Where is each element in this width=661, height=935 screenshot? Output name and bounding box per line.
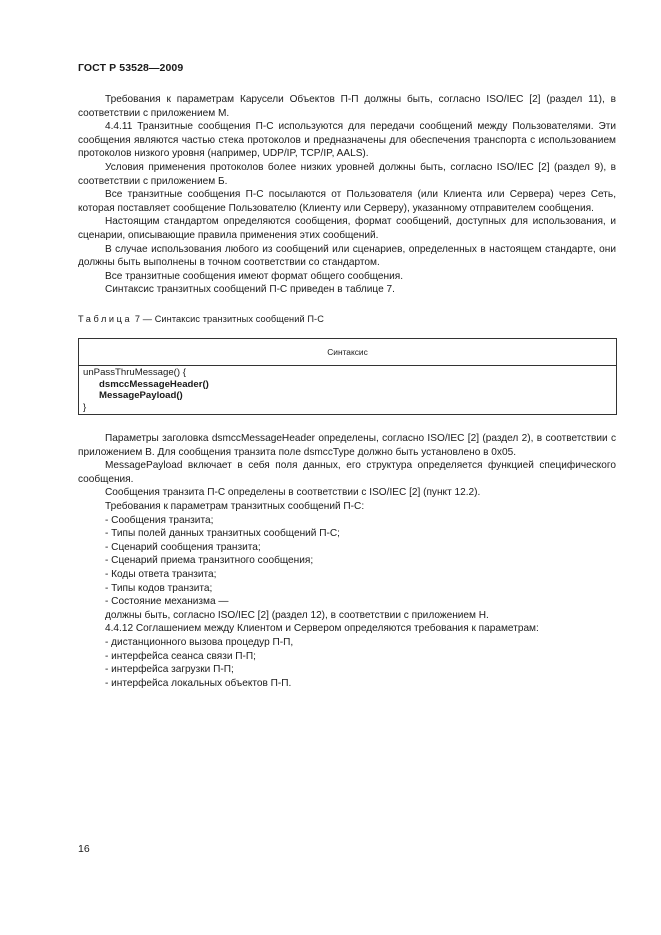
list-item: - Состояние механизма — bbox=[105, 596, 229, 608]
paragraph: В случае использования любого из сообщений или сценариев, определенных в настоящем стандарте, они должны быть выполнены в точном соответствии со стандартом. bbox=[78, 243, 616, 269]
table-caption-text: 7 — Синтаксис транзитных сообщений П-С bbox=[132, 314, 324, 324]
list-item: - Сценарий приема транзитного сообщения; bbox=[105, 555, 314, 567]
list-item: - Типы полей данных транзитных сообщений П-С; bbox=[105, 528, 340, 540]
document-header: ГОСТ Р 53528—2009 bbox=[78, 62, 184, 74]
paragraph: Требования к параметрам транзитных сообщений П-С: bbox=[105, 500, 365, 512]
table-caption-label: Таблица bbox=[78, 314, 133, 324]
paragraph: Настоящим стандартом определяются сообщения, формат сообщений, доступных для использования, и сценарии, описывающие правила применения этих сообщений. bbox=[78, 216, 616, 241]
paragraph: MessagePayload включает в себя поля данных, его структура определяется функцией специфического сообщения. bbox=[78, 460, 616, 485]
syntax-table bbox=[78, 338, 617, 415]
page-number: 16 bbox=[78, 843, 90, 855]
list-item: - Типы кодов транзита; bbox=[105, 582, 213, 594]
code-line: dsmccMessageHeader() bbox=[99, 378, 209, 390]
list-item: - интерфейса сеанса связи П-П; bbox=[105, 650, 256, 662]
paragraph: 4.4.11 Транзитные сообщения П-С используются для передачи сообщений между Пользователями. Эти сообщения являются частью стека протоколов и предназначены для обеспечения транспорта с использованием протоколов низкого уровня (например, UDP/IP, TCP/IP, AALS). bbox=[78, 121, 616, 160]
list-item: - Сообщения транзита; bbox=[105, 514, 214, 526]
list-item: - интерфейса локальных объектов П-П. bbox=[105, 677, 292, 689]
table-body-cell bbox=[79, 366, 616, 414]
paragraph: Все транзитные сообщения имеют формат общего сообщения. bbox=[105, 270, 404, 282]
subsection-paragraph: 4.4.12 Соглашением между Клиентом и Сервером определяются требования к параметрам: bbox=[105, 623, 539, 635]
paragraph: Требования к параметрам Карусели Объектов П-П должны быть, согласно ISO/IEC [2] (раздел 11), в соответствии с приложением М. bbox=[78, 94, 616, 119]
code-line: MessagePayload() bbox=[99, 390, 183, 401]
code-line: unPassThruMessage() { bbox=[83, 367, 186, 378]
paragraph: Условия применения протоколов более низких уровней должны быть, согласно ISO/IEC [2] (раздел 9), в соответствии с приложением Б. bbox=[78, 161, 616, 187]
paragraph: Сообщения транзита П-С определены в соответствии с ISO/IEC [2] (пункт 12.2). bbox=[105, 487, 481, 499]
code-line: } bbox=[83, 401, 87, 413]
paragraph: Синтаксис транзитных сообщений П-С приведен в таблице 7. bbox=[105, 284, 395, 296]
list-item: - дистанционного вызова процедур П-П, bbox=[105, 636, 294, 648]
paragraph: Все транзитные сообщения П-С посылаются от Пользователя (или Клиента или Сервера) через Сеть, которая поставляет сообщение Пользователю (Клиенту или Серверу), указанному отправителем сообщения. bbox=[78, 189, 616, 214]
body-section-bottom bbox=[78, 432, 616, 690]
table-caption bbox=[78, 314, 324, 324]
list-item: - интерфейса загрузки П-П; bbox=[105, 664, 234, 676]
paragraph: должны быть, согласно ISO/IEC [2] (раздел 12), в соответствии с приложением Н. bbox=[105, 609, 489, 621]
body-section-top bbox=[78, 93, 616, 297]
list-item: - Коды ответа транзита; bbox=[105, 568, 217, 580]
paragraph: Параметры заголовка dsmccMessageHeader определены, согласно ISO/IEC [2] (раздел 2), в соответствии с приложением В. Для сообщения транзита поле dsmccType должно быть установлено в 0x05. bbox=[78, 433, 616, 458]
table-header-cell: Синтаксис bbox=[79, 339, 616, 366]
list-item: - Сценарий сообщения транзита; bbox=[105, 541, 261, 553]
